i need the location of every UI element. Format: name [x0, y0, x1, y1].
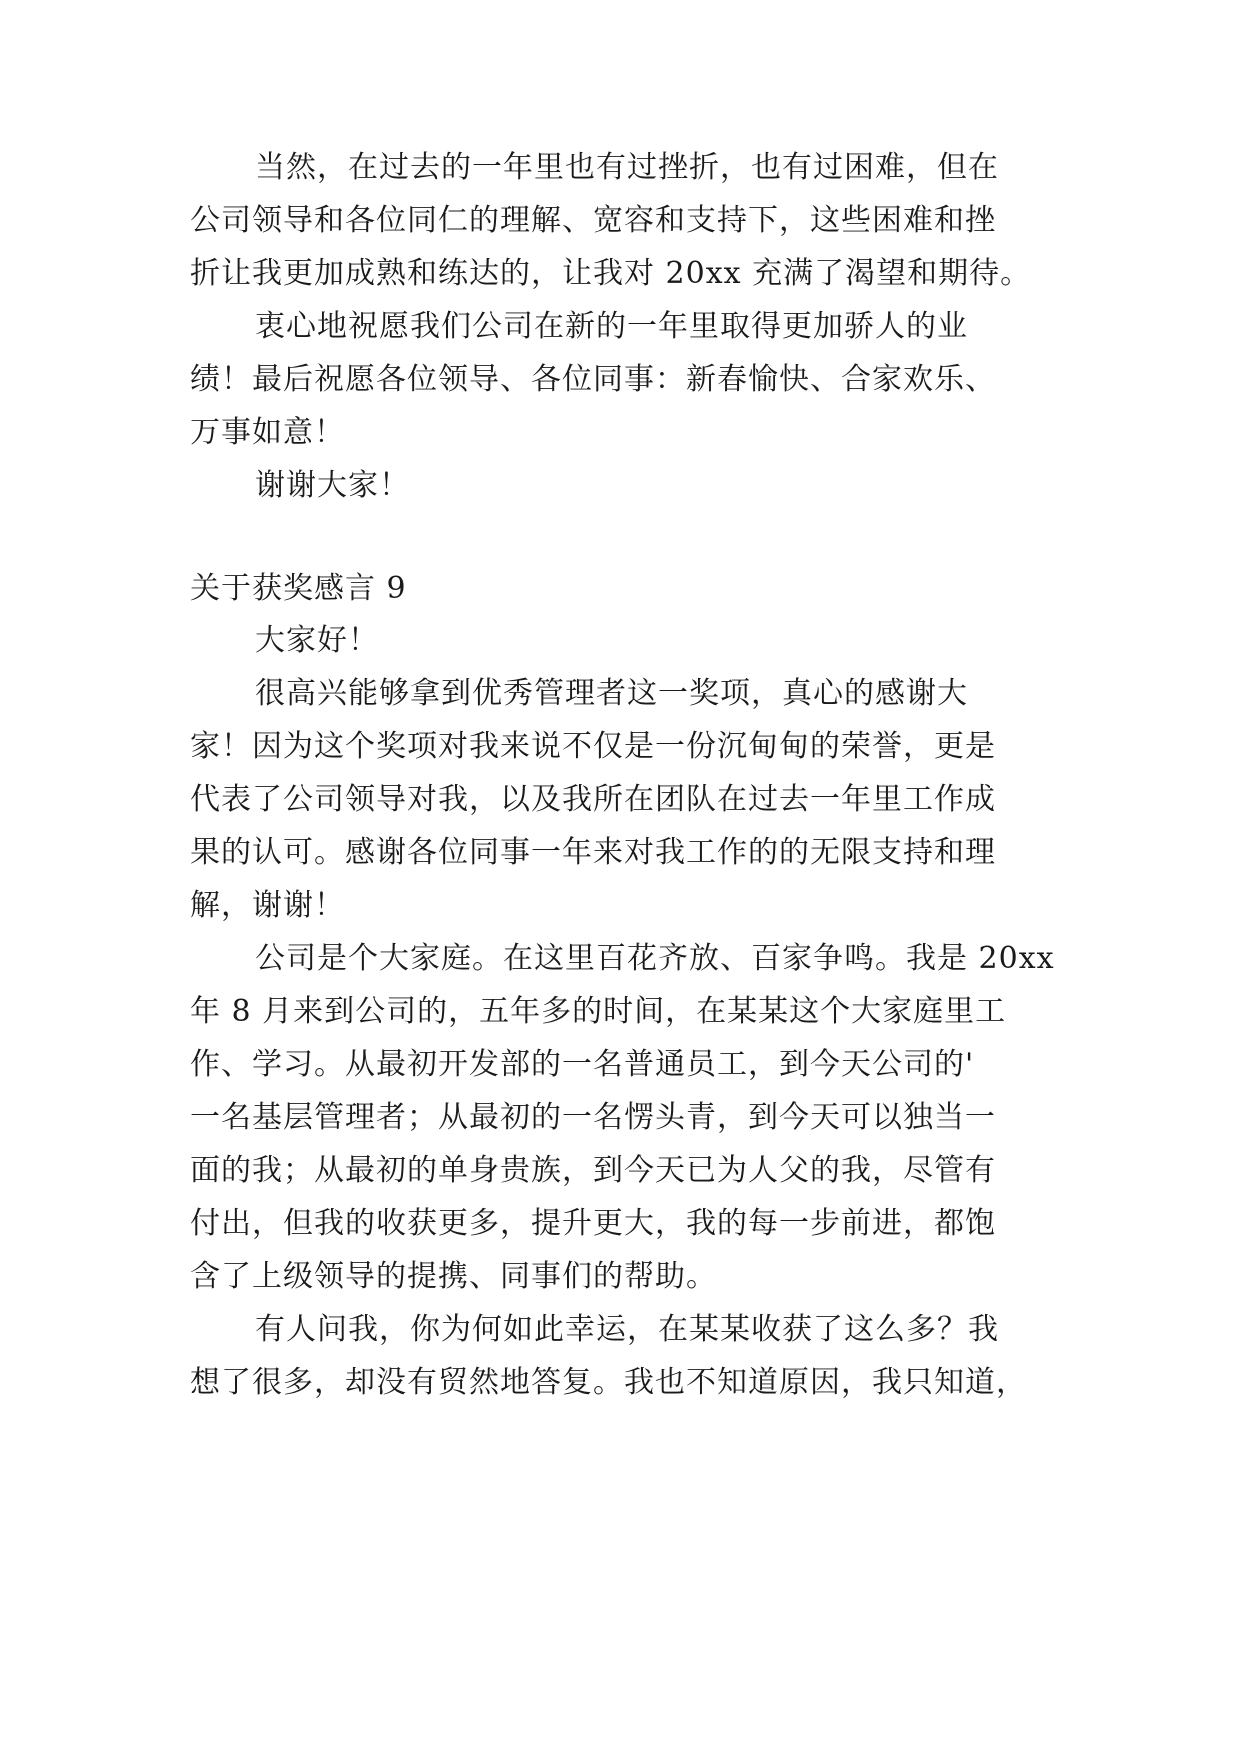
text-line: 当然，在过去的一年里也有过挫折，也有过困难，但在 — [255, 150, 999, 185]
greeting: 大家好！ — [255, 623, 379, 658]
text-line: 谢谢大家！ — [255, 468, 410, 503]
text-line: 绩！最后祝愿各位领导、各位同事：新春愉快、合家欢乐、 — [190, 362, 996, 397]
text-line: 有人问我，你为何如此幸运，在某某收获了这么多？我 — [255, 1312, 999, 1347]
text-line: 含了上级领导的提携、同事们的帮助。 — [190, 1259, 717, 1294]
text-line: 一名基层管理者；从最初的一名愣头青，到今天可以独当一 — [190, 1100, 996, 1135]
text-line: 作、学习。从最初开发部的一名普通员工，到今天公司的' — [190, 1047, 975, 1082]
text-line: 折让我更加成熟和练达的，让我对 20xx 充满了渴望和期待。 — [190, 256, 1032, 291]
text-line: 公司是个大家庭。在这里百花齐放、百家争鸣。我是 20xx — [255, 941, 1055, 976]
text-line: 年 8 月来到公司的，五年多的时间，在某某这个大家庭里工 — [190, 994, 1007, 1029]
text-line: 代表了公司领导对我，以及我所在团队在过去一年里工作成 — [190, 782, 996, 817]
text-line: 万事如意！ — [190, 415, 345, 450]
text-line: 付出，但我的收获更多，提升更大，我的每一步前进，都饱 — [190, 1206, 996, 1241]
text-line: 想了很多，却没有贸然地答复。我也不知道原因，我只知道， — [190, 1365, 1027, 1400]
text-line: 衷心地祝愿我们公司在新的一年里取得更加骄人的业 — [255, 309, 968, 344]
text-line: 公司领导和各位同仁的理解、宽容和支持下，这些困难和挫 — [190, 203, 996, 238]
text-line: 果的认可。感谢各位同事一年来对我工作的的无限支持和理 — [190, 835, 996, 870]
text-line: 家！因为这个奖项对我来说不仅是一份沉甸甸的荣誉，更是 — [190, 729, 996, 764]
text-line: 很高兴能够拿到优秀管理者这一奖项，真心的感谢大 — [255, 676, 968, 711]
text-line: 面的我；从最初的单身贵族，到今天已为人父的我，尽管有 — [190, 1153, 996, 1188]
text-line: 解，谢谢！ — [190, 888, 345, 923]
section-heading: 关于获奖感言 9 — [190, 571, 407, 606]
